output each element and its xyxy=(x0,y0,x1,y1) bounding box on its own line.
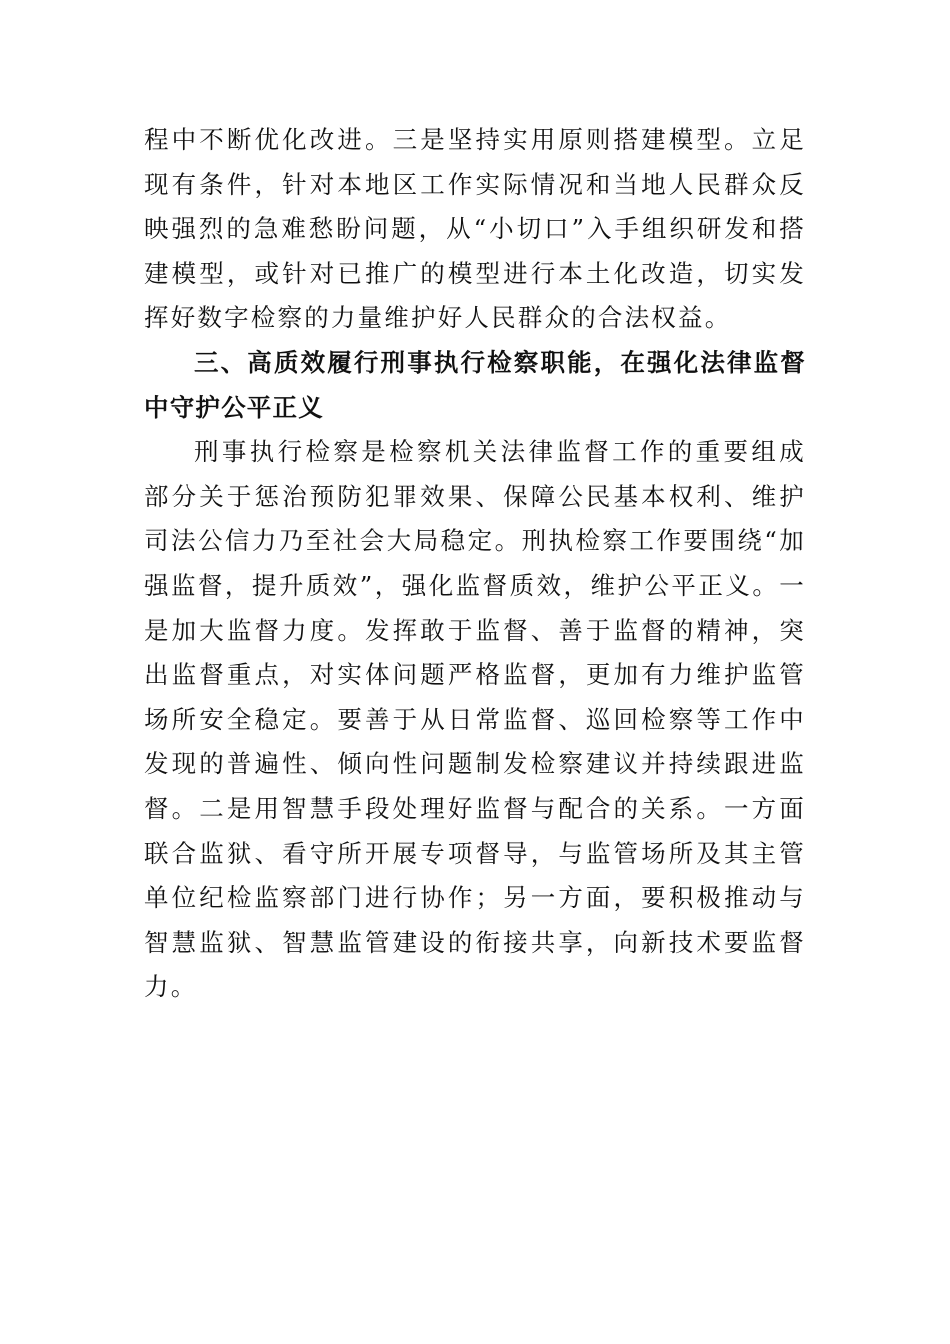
paragraph-continued: 程中不断优化改进。三是坚持实用原则搭建模型。立足现有条件，针对本地区工作实际情况和当地人民群众反映强烈的急难愁盼问题，从“小切口”入手组织研发和搭建模型，或针对已推广的模型进行本土化改造，切实发挥好数字检察的力量维护好人民群众的合法权益。 xyxy=(144,125,806,333)
paragraph-body: 刑事执行检察是检察机关法律监督工作的重要组成部分关于惩治预防犯罪效果、保障公民基本权利、维护司法公信力乃至社会大局稳定。刑执检察工作要围绕“加强监督，提升质效”，强化监督质效，维护公平正义。一是加大监督力度。发挥敢于监督、善于监督的精神，突出监督重点，对实体问题严格监督，更加有力维护监管场所安全稳定。要善于从日常监督、巡回检察等工作中发现的普遍性、倾向性问题制发检察建议并持续跟进监督。二是用智慧手段处理好监督与配合的关系。一方面联合监狱、看守所开展专项督导，与监管场所及其主管单位纪检监察部门进行协作；另一方面，要积极推动与智慧监狱、智慧监管建设的衔接共享，向新技术要监督力。 xyxy=(144,437,806,1002)
section-heading: 三、高质效履行刑事执行检察职能，在强化法律监督中守护公平正义 xyxy=(144,347,806,422)
document-body xyxy=(144,118,806,1010)
